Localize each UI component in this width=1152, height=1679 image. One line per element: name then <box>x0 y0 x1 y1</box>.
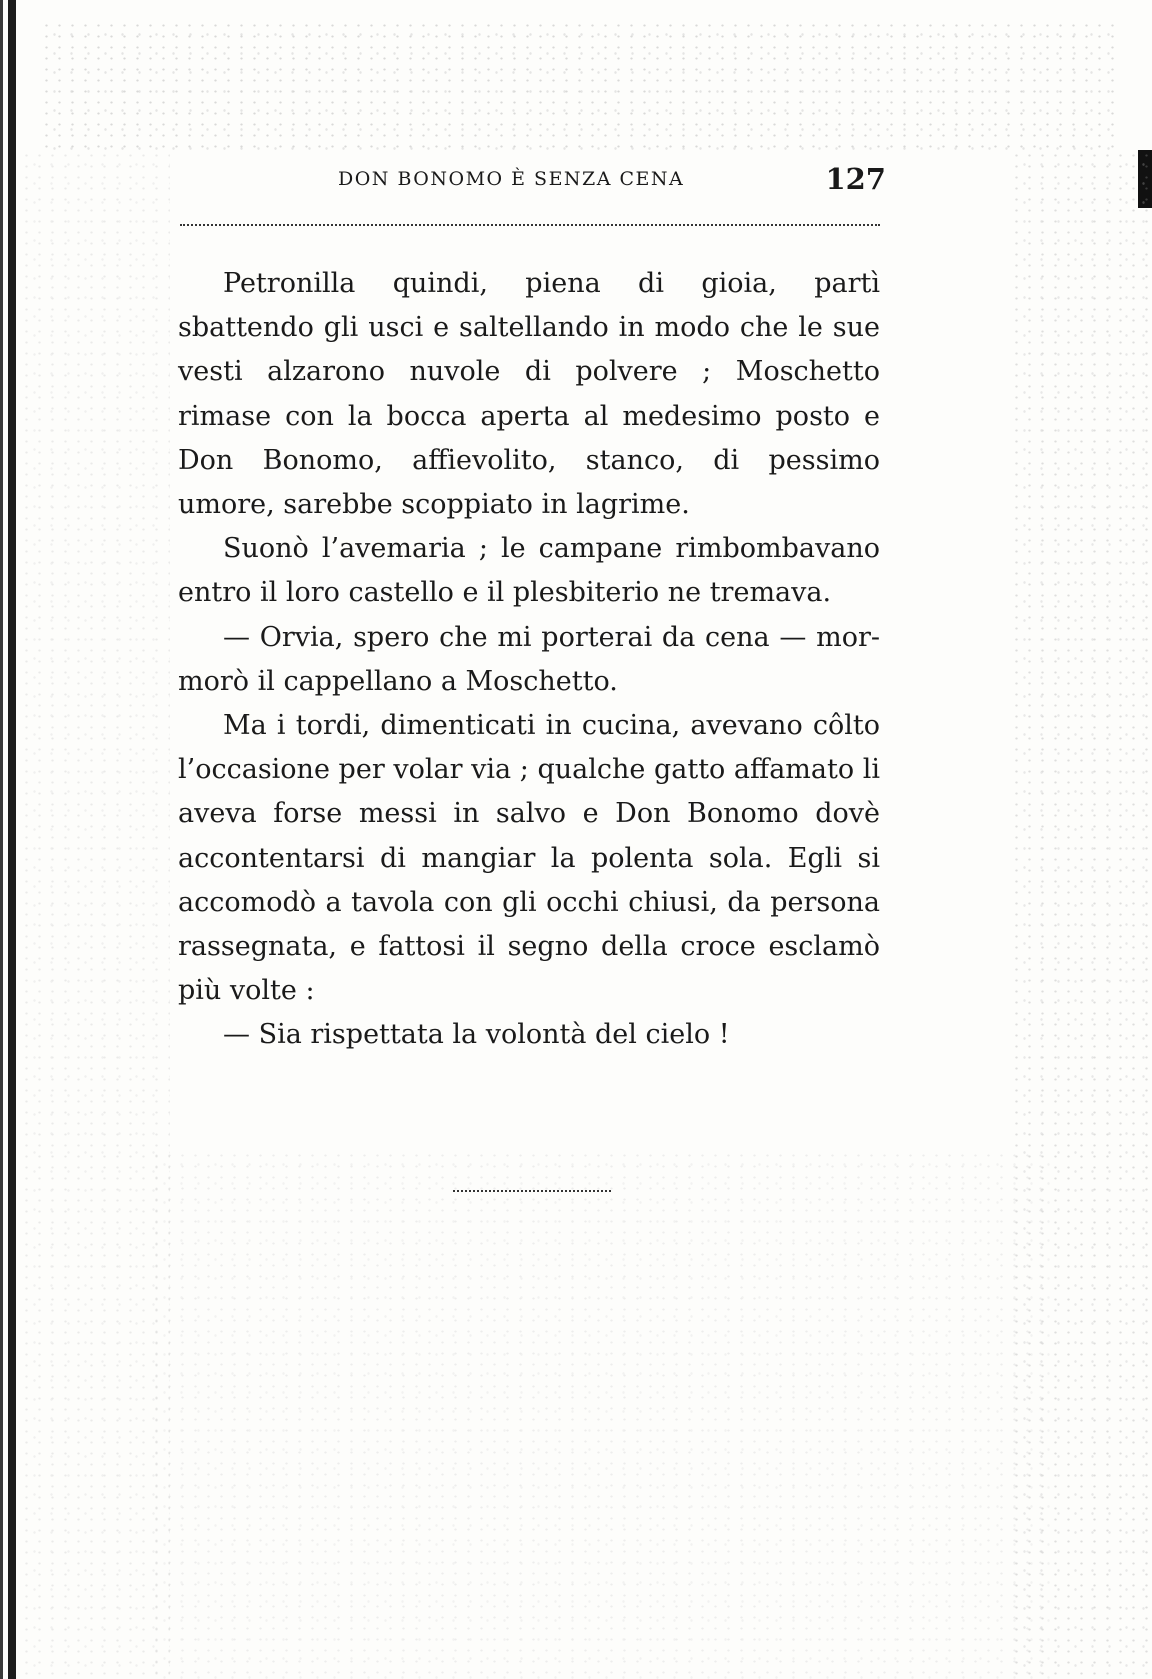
paragraph: Ma i tordi, dimenticati in cucina, avevano côlto l’occasione per volar via ; qualche gatto affamato li aveva forse messi in salvo e Don Bonomo dovè accontentarsi di mangiar la polenta sola. Egli si accomodò a tavola con gli occhi chiusi, da persona rassegnata, e fattosi il segno della croce esclamò più volte : <box>178 710 880 1007</box>
paragraph: — Orvia, spero che mi porterai da cena — mormorò il cappellano a Moschetto. <box>178 621 880 697</box>
page-number: 127 <box>825 162 886 196</box>
binding-shadow-outer <box>0 0 3 1679</box>
binding-shadow <box>8 0 16 1679</box>
chapter-end-rule <box>453 1190 611 1192</box>
body-text <box>178 262 880 1058</box>
paragraph: Petronilla quindi, piena di gioia, partì sbattendo gli usci e saltellando in modo che le sue vesti alzarono nuvole di polvere ; Moschetto rimase con la bocca aperta al medesimo posto e Don Bonomo, affievolito, stanco, di pessimo umore, sarebbe scoppiato in lagrime. <box>178 268 880 521</box>
paragraph: — Sia rispettata la volontà del cielo ! <box>223 1019 730 1051</box>
page-header <box>180 162 886 202</box>
paper-speckle-top <box>40 20 1120 150</box>
running-title: DON BONOMO È SENZA CENA <box>338 168 685 190</box>
paragraph: Suonò l’avemaria ; le campane rimbombavano entro il loro castello e il plesbiterio ne tremava. <box>178 533 880 609</box>
header-rule <box>180 224 880 226</box>
paper-speckle-bottom <box>150 1150 1050 1679</box>
paper-speckle-left <box>20 150 170 1679</box>
